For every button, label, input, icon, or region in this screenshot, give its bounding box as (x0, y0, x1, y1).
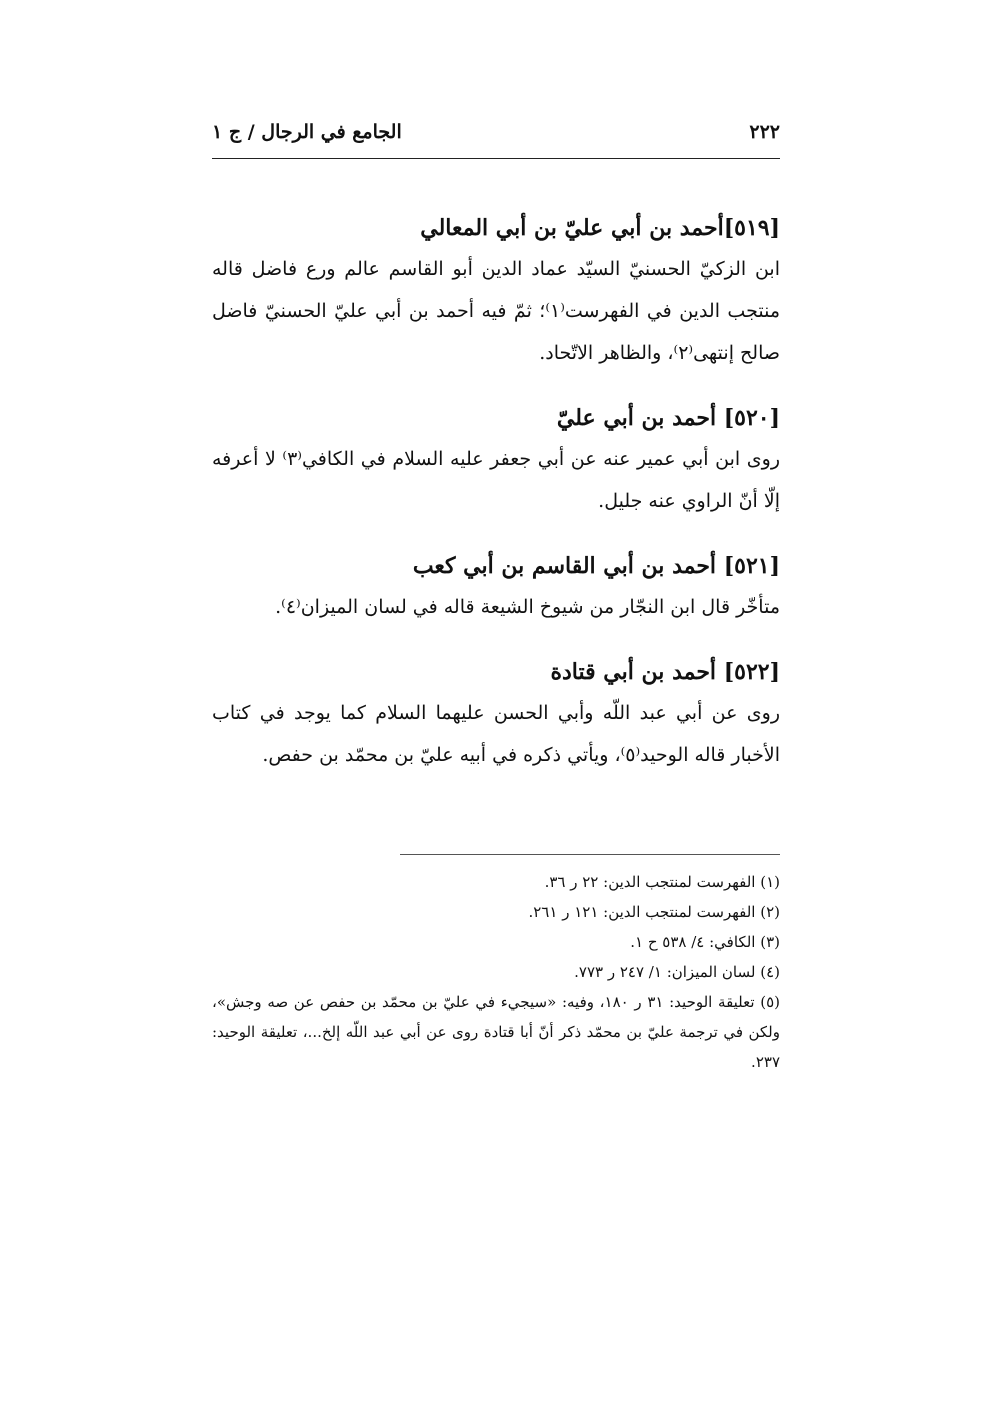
footnotes (212, 854, 780, 1077)
entry-520 (212, 398, 780, 522)
footnote: (٢) الفهرست لمنتجب الدين: ١٢١ ر ٢٦١. (528, 903, 780, 921)
entry-body: متأخّر قال ابن النجّار من شيوخ الشيعة قاله في لسان الميزان⁽٤⁾. (275, 596, 780, 618)
entry-heading: [٥٢٢] أحمد بن أبي قتادة (550, 659, 780, 685)
footnote: (٤) لسان الميزان: ١/ ٢٤٧ ر ٧٧٣. (574, 963, 780, 981)
footnote: (٥) تعليقة الوحيد: ٣١ ر ١٨٠، وفيه: «سيجيء في عليّ بن محمّد بن حفص عن صه وجش»، ولكن في ترجمة عليّ بن محمّد ذكر أنّ أبا قتادة روى عن أبي عبد اللّه إلخ...، تعليقة الوحيد: ٢٣٧. (212, 993, 781, 1071)
main-content (212, 208, 780, 800)
entry-519 (212, 208, 780, 374)
entry-521 (212, 546, 780, 628)
entry-body: ابن الزكيّ الحسنيّ السيّد عماد الدين أبو القاسم عالم ورع فاضل قاله منتجب الدين في الفهرست⁽١⁾؛ ثمّ فيه أحمد بن أبي عليّ الحسنيّ فاضل صالح إنتهى⁽٢⁾، والظاهر الاتّحاد. (212, 258, 780, 364)
page-number: ٢٢٢ (749, 121, 780, 143)
entry-heading: [٥١٩]أحمد بن أبي عليّ بن أبي المعالي (420, 215, 780, 241)
book-title: الجامع في الرجال / ج ١ (212, 121, 402, 143)
running-header (212, 118, 780, 159)
entry-heading: [٥٢٠] أحمد بن أبي عليّ (556, 405, 780, 431)
entry-body: روى ابن أبي عمير عنه عن أبي جعفر عليه السلام في الكافي⁽٣⁾ لا أعرفه إلّا أنّ الراوي عنه جليل. (212, 448, 780, 512)
footnote: (١) الفهرست لمنتجب الدين: ٢٢ ر ٣٦. (544, 873, 780, 891)
entry-heading: [٥٢١] أحمد بن أبي القاسم بن أبي كعب (412, 553, 780, 579)
entry-522 (212, 652, 780, 776)
footnote: (٣) الكافي: ٤/ ٥٣٨ ح ١. (630, 933, 780, 951)
entry-body: روى عن أبي عبد اللّه وأبي الحسن عليهما السلام كما يوجد في كتاب الأخبار قاله الوحيد⁽٥⁾، ويأتي ذكره في أبيه عليّ بن محمّد بن حفص. (212, 702, 780, 766)
footnote-divider (400, 854, 780, 855)
